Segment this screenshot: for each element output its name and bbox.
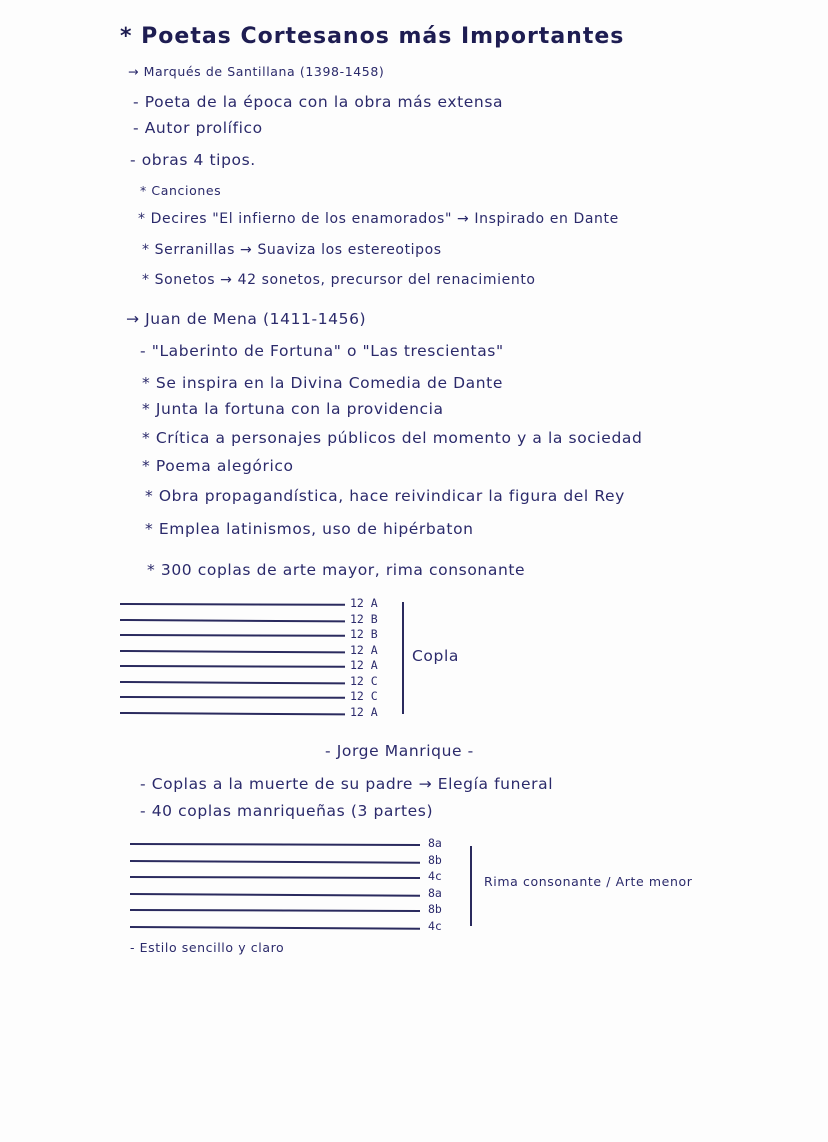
- mena-work: - "Laberinto de Fortuna" o "Las trescientas": [140, 342, 504, 360]
- verse-line: [130, 876, 420, 879]
- rhyme-label: 12 C: [350, 673, 378, 688]
- manrique-heading: - Jorge Manrique -: [325, 742, 474, 760]
- mena-point: * Emplea latinismos, uso de hipérbaton: [145, 520, 474, 538]
- verse-line: [120, 665, 345, 667]
- rhyme-label: 12 C: [350, 689, 378, 703]
- rhyme-label: 4c: [428, 918, 442, 933]
- verse-line: [120, 696, 345, 698]
- mena-point: * 300 coplas de arte mayor, rima consonante: [147, 561, 526, 579]
- rhyme-label: 8a: [428, 836, 442, 850]
- verse-line: [130, 843, 420, 846]
- manrique-point: - 40 coplas manriqueñas (3 partes): [140, 802, 434, 820]
- rhyme-label: 12 A: [350, 596, 378, 610]
- rhyme-label: 12 A: [350, 658, 378, 672]
- rhyme-label: 12 A: [350, 704, 378, 719]
- manrique-scheme-label: Rima consonante / Arte menor: [484, 874, 693, 889]
- verse-line: [130, 893, 420, 896]
- santillana-point: - obras 4 tipos.: [130, 151, 256, 169]
- santillana-type: * Sonetos → 42 sonetos, precursor del renacimiento: [142, 272, 536, 288]
- rhyme-label: 4c: [428, 869, 442, 883]
- verse-line: [130, 860, 420, 863]
- verse-line: [130, 909, 420, 912]
- verse-line: [130, 926, 420, 929]
- santillana-type: * Canciones: [140, 183, 222, 198]
- rhyme-label: 12 A: [350, 642, 378, 657]
- verse-line: [120, 712, 345, 715]
- rhyme-label: 12 B: [350, 627, 378, 641]
- santillana-type: * Serranillas → Suaviza los estereotipos: [142, 242, 442, 258]
- page-title: * Poetas Cortesanos más Importantes: [120, 24, 625, 49]
- verse-line: [120, 619, 345, 622]
- manrique-point: - Coplas a la muerte de su padre → Elegía funeral: [140, 775, 554, 793]
- rhyme-label: 12 B: [350, 611, 378, 626]
- verse-line: [120, 603, 345, 605]
- copla-bracket: [402, 602, 404, 714]
- mena-point: * Obra propagandística, hace reivindicar la figura del Rey: [145, 487, 625, 505]
- mena-point: * Poema alegórico: [142, 457, 294, 475]
- rhyme-label: 8a: [428, 885, 442, 900]
- santillana-type: * Decires "El infierno de los enamorados" → Inspirado en Dante: [138, 211, 619, 227]
- manrique-footer: - Estilo sencillo y claro: [130, 940, 285, 955]
- copla-label: Copla: [412, 647, 459, 665]
- mena-point: * Crítica a personajes públicos del momento y a la sociedad: [142, 429, 643, 447]
- mena-heading: → Juan de Mena (1411-1456): [126, 310, 367, 328]
- santillana-heading: → Marqués de Santillana (1398-1458): [128, 64, 385, 79]
- manrique-bracket: [470, 846, 472, 926]
- verse-line: [120, 650, 345, 653]
- verse-line: [120, 681, 345, 684]
- santillana-point: - Poeta de la época con la obra más extensa: [133, 93, 504, 111]
- verse-line: [120, 634, 345, 636]
- santillana-point: - Autor prolífico: [133, 119, 263, 137]
- mena-point: * Junta la fortuna con la providencia: [142, 400, 444, 418]
- rhyme-label: 8b: [428, 902, 442, 916]
- rhyme-label: 8b: [428, 852, 442, 867]
- mena-point: * Se inspira en la Divina Comedia de Dante: [142, 374, 504, 392]
